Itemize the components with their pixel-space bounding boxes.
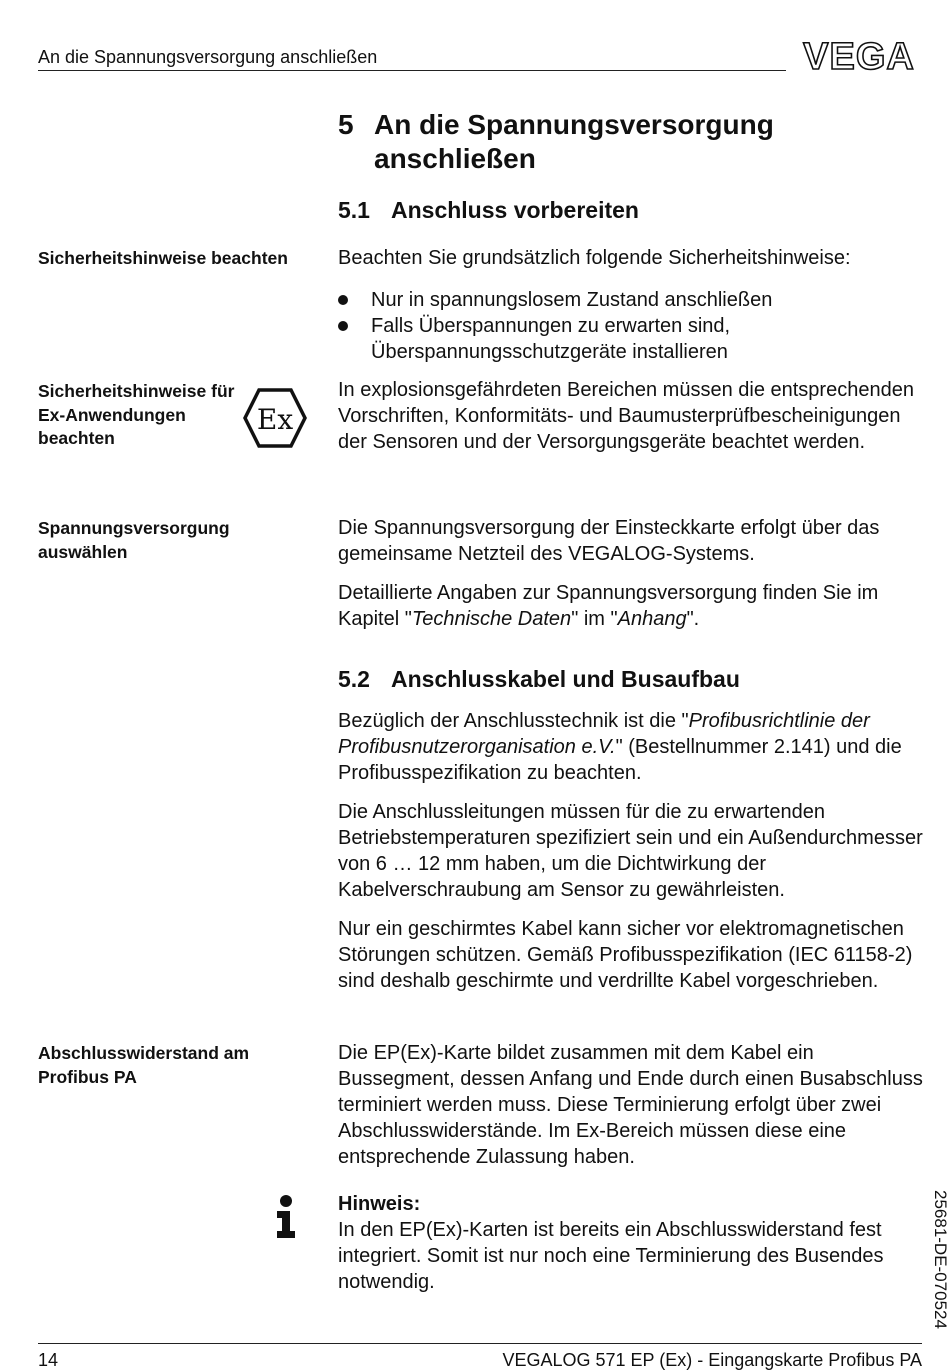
page-number: 14	[38, 1350, 59, 1370]
termination-paragraph: Die EP(Ex)-Karte bildet zusammen mit dem Kabel ein Bussegment, dessen Anfang und Ende durch einen Busabschluss terminiert werden muss. Diese Terminierung erfolgt über zwei Abschlusswiderstände. Im Ex-Bereich müssen diese eine entsprechende Zulassung haben.	[338, 1042, 923, 1168]
supply-paragraph: Die Spannungsversorgung der Einsteckkarte erfolgt über das gemeinsame Netzteil des VEGALOG-Systems.	[338, 517, 880, 565]
chapter-number: 5	[338, 109, 354, 140]
section-title: Anschluss vorbereiten	[391, 197, 639, 223]
safety-intro: Beachten Sie grundsätzlich folgende Sicherheitshinweise:	[338, 247, 851, 269]
details-text: " im "	[571, 608, 618, 630]
ex-paragraph: In explosionsgefährdeten Bereichen müssen die entsprechenden Vorschriften, Konformitäts- und Baumusterprüfbescheinigungen der Sensoren und der Versorgungsgeräte beachtet werden.	[338, 379, 914, 453]
margin-note-ex: Sicherheitshinweise für Ex-Anwendungen beachten	[38, 381, 235, 448]
bullet-item: Falls Überspannungen zu erwarten sind, Überspannungsschutzgeräte installieren	[338, 313, 928, 365]
footer-rule	[38, 1343, 922, 1344]
section-number: 5.1	[338, 197, 370, 223]
section-title: Anschlusskabel und Busaufbau	[391, 666, 740, 692]
vega-logo	[797, 38, 921, 74]
safety-bullets	[338, 287, 928, 365]
details-ref-tech: Technische Daten	[411, 608, 572, 630]
section-number: 5.2	[338, 666, 370, 692]
details-ref-appendix: Anhang	[617, 608, 687, 630]
info-icon	[274, 1194, 298, 1240]
details-paragraph	[338, 580, 928, 632]
details-text: Detaillierte Angaben zur Spannungsversorgung finden Sie im Kapitel "	[338, 582, 879, 630]
note-block	[338, 1191, 928, 1295]
document-code	[928, 1190, 950, 1340]
details-text: ".	[686, 608, 700, 630]
footer-doc-title: VEGALOG 571 EP (Ex) - Eingangskarte Profibus PA	[502, 1350, 922, 1370]
note-text: In den EP(Ex)-Karten ist bereits ein Abschlusswiderstand fest integriert. Somit ist nur noch eine Terminierung des Busendes notwendig.	[338, 1219, 884, 1293]
running-header: An die Spannungsversorgung anschließen	[38, 47, 378, 67]
cable-text: Bezüglich der Anschlusstechnik ist die "	[338, 710, 689, 732]
cable-paragraph-2: Die Anschlussleitungen müssen für die zu erwartenden Betriebstemperaturen spezifiziert sein und ein Außendurchmesser von 6 … 12 mm haben, um die Dichtwirkung der Kabelverschraubung am Sensor zu gewährleisten.	[338, 801, 923, 901]
margin-note-termination: Abschlusswiderstand am Profibus PA	[38, 1043, 250, 1087]
svg-text:25681-DE-070524: 25681-DE-070524	[931, 1190, 950, 1329]
cable-paragraph-3: Nur ein geschirmtes Kabel kann sicher vor elektromagnetischen Störungen schützen. Gemäß Profibusspezifikation (IEC 61158-2) sind deshalb geschirmte und verdrillte Kabel vorgeschrieben.	[338, 918, 913, 992]
cable-paragraph-1	[338, 708, 928, 786]
note-title: Hinweis:	[338, 1193, 421, 1215]
profibus-guideline-ref: Profibusrichtlinie der Profibusnutzerorganisation e.V.	[338, 710, 870, 758]
chapter-title: An die Spannungsversorgung anschließen	[374, 109, 774, 174]
bullet-item: Nur in spannungslosem Zustand anschließen	[338, 287, 928, 313]
margin-note-safety: Sicherheitshinweise beachten	[38, 248, 288, 268]
safety-block	[338, 245, 928, 365]
cable-text: " (Bestellnummer 2.141) und die Profibusspezifikation zu beachten.	[338, 736, 902, 784]
svg-text:VEGA: VEGA	[803, 38, 915, 74]
margin-note-supply: Spannungsversorgung auswählen	[38, 518, 230, 562]
svg-text:Ex: Ex	[256, 403, 294, 436]
ex-hexagon-icon	[243, 388, 307, 448]
header-rule	[38, 70, 786, 71]
